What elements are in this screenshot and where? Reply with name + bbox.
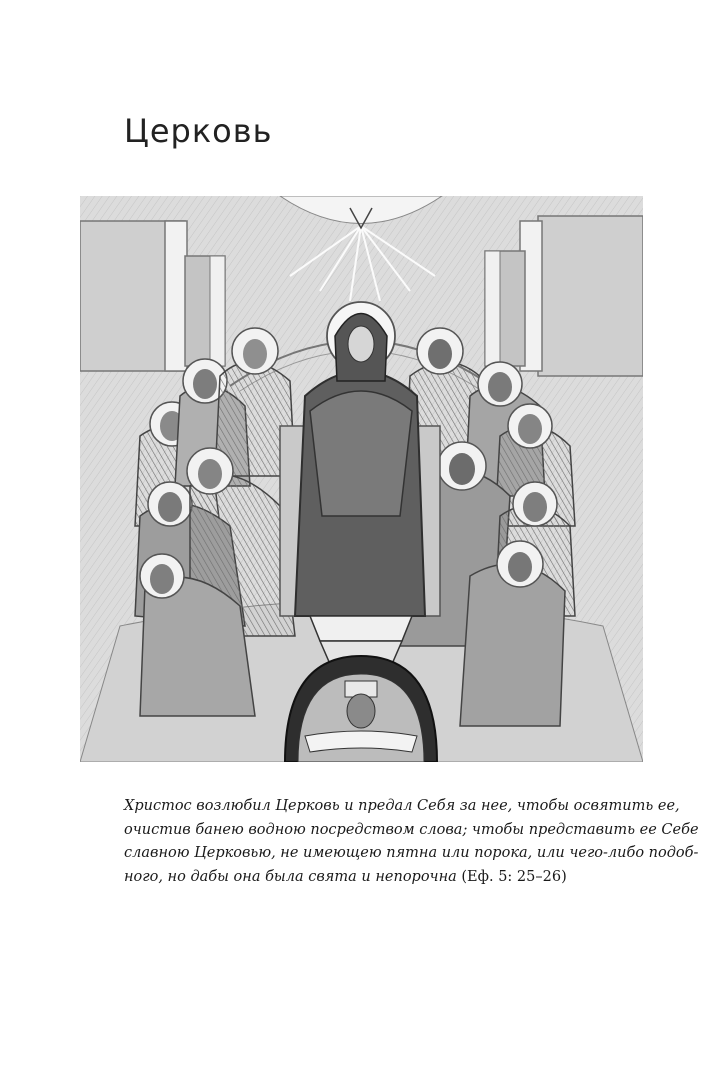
caption-line-2: очистив банею водною посредством слова; чтобы представить ее Себе [124, 821, 699, 838]
caption-paragraph [124, 795, 699, 889]
pentecost-icon-illustration [80, 196, 643, 762]
caption-line-1: Христос возлюбил Церковь и предал Себя за нее, чтобы освятить ее, [124, 798, 680, 814]
caption-line-3: славною Церковью, не имеющею пятна или порока, или чего-либо подоб- [124, 845, 699, 861]
scripture-reference: (Еф. 5: 25–26) [461, 868, 567, 885]
page-title: Церковь [124, 112, 273, 150]
caption-line-4: ного, но дабы она была свята и непорочна [124, 868, 457, 885]
